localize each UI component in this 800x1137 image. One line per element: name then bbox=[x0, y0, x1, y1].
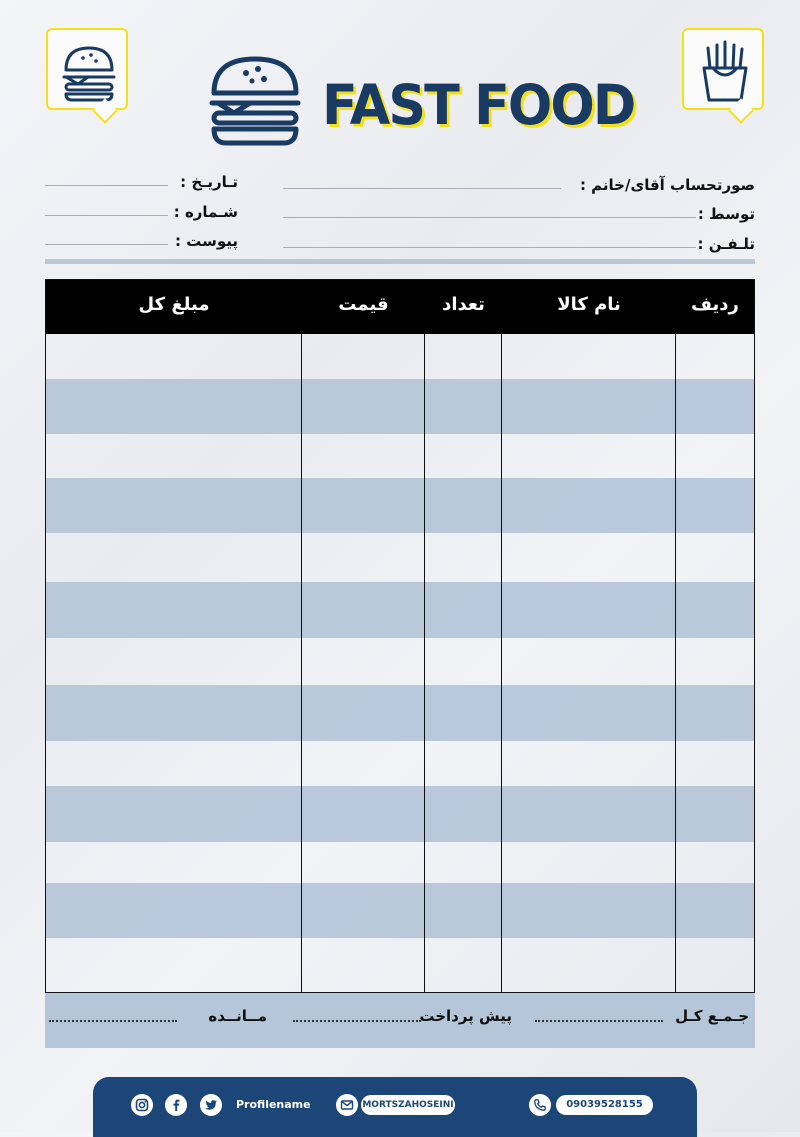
column-divider bbox=[424, 334, 425, 992]
brand-title: FAST FOOD bbox=[322, 73, 635, 137]
phone-pill[interactable]: 09039528155 bbox=[556, 1095, 653, 1115]
twitter-icon[interactable] bbox=[200, 1094, 222, 1116]
number-line[interactable] bbox=[45, 215, 168, 216]
column-divider bbox=[501, 334, 502, 992]
invoice-for-label: صورتحساب آقای/خانم : bbox=[579, 176, 755, 194]
table-row[interactable] bbox=[46, 685, 754, 741]
table-header bbox=[46, 280, 754, 334]
date-label: تـاریـخ : bbox=[180, 173, 238, 191]
left-badge bbox=[46, 28, 128, 110]
right-badge bbox=[682, 28, 764, 110]
remaining-line[interactable] bbox=[49, 1020, 177, 1022]
phone-label: تلـفـن : bbox=[697, 235, 755, 253]
column-quantity: تعداد bbox=[442, 294, 485, 315]
remaining-label: مــانــده bbox=[208, 1007, 267, 1025]
date-line[interactable] bbox=[45, 185, 168, 186]
phone-icon[interactable] bbox=[529, 1094, 551, 1116]
table-row[interactable] bbox=[46, 883, 754, 938]
attachment-line[interactable] bbox=[45, 244, 168, 245]
facebook-icon[interactable] bbox=[165, 1094, 187, 1116]
by-line[interactable] bbox=[283, 217, 696, 218]
profile-name: Profilename bbox=[236, 1098, 311, 1111]
header-divider bbox=[45, 259, 755, 264]
grand-total-label: جـمـع کـل bbox=[675, 1007, 749, 1025]
phone-line[interactable] bbox=[283, 247, 696, 248]
fries-icon bbox=[684, 30, 766, 112]
email-pill[interactable]: MORTSZAHOSEINI bbox=[361, 1095, 455, 1115]
column-item-name: نام کالا bbox=[557, 294, 621, 315]
column-divider bbox=[301, 334, 302, 992]
invoice-for-line[interactable] bbox=[283, 188, 561, 189]
prepayment-line[interactable] bbox=[293, 1020, 421, 1022]
by-label: توسط : bbox=[697, 205, 755, 223]
table-row[interactable] bbox=[46, 582, 754, 638]
mail-icon[interactable] bbox=[336, 1094, 358, 1116]
column-row-number: ردیف bbox=[691, 294, 739, 315]
table-row[interactable] bbox=[46, 478, 754, 533]
invoice-table bbox=[45, 279, 755, 993]
column-total-amount: مبلغ کل bbox=[138, 294, 210, 315]
main-burger-icon bbox=[208, 55, 302, 147]
table-row[interactable] bbox=[46, 379, 754, 434]
totals-bar bbox=[45, 993, 755, 1048]
column-divider bbox=[675, 334, 676, 992]
contact-footer bbox=[93, 1077, 697, 1137]
burger-icon bbox=[48, 30, 130, 112]
column-price: قیمت bbox=[338, 294, 389, 315]
grand-total-line[interactable] bbox=[535, 1020, 663, 1022]
number-label: شـماره : bbox=[173, 203, 238, 221]
table-row[interactable] bbox=[46, 786, 754, 842]
attachment-label: پیوست : bbox=[174, 232, 238, 250]
instagram-icon[interactable] bbox=[131, 1094, 153, 1116]
prepayment-label: پیش پرداخت bbox=[419, 1007, 512, 1025]
